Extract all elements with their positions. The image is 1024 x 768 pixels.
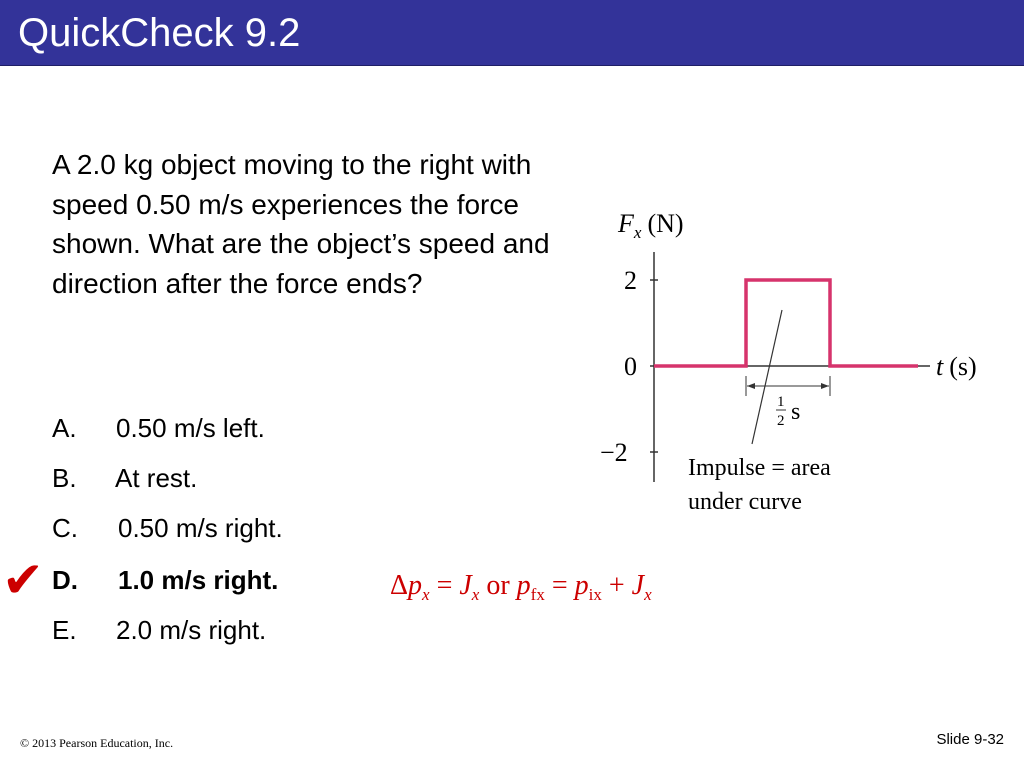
- answer-letter: D.: [52, 565, 78, 595]
- answer-text: 0.50 m/s left.: [116, 413, 265, 443]
- width-numerator: 1: [777, 394, 785, 410]
- x-axis-label: t (s): [936, 352, 977, 381]
- answer-text: At rest.: [115, 463, 198, 493]
- answer-text: 2.0 m/s right.: [116, 615, 267, 645]
- answer-text: 1.0 m/s right.: [118, 565, 279, 595]
- tick-label-2: 2: [624, 266, 637, 295]
- tick-label-0: 0: [624, 352, 637, 381]
- answer-text: 0.50 m/s right.: [118, 513, 283, 543]
- answer-letter: C.: [52, 513, 78, 543]
- copyright-text: © 2013 Pearson Education, Inc.: [20, 736, 174, 750]
- tick-label-neg2: −2: [600, 438, 628, 467]
- title-bar: [0, 0, 1024, 66]
- slide-title: QuickCheck 9.2: [18, 11, 301, 55]
- impulse-formula: $\Delta p_x = J_x$ or $p_{fx} = p_{ix} + J_x$: [390, 570, 652, 604]
- width-denominator: 2: [777, 413, 785, 429]
- question-text: A 2.0 kg object moving to the right with speed 0.50 m/s experiences the force shown. What are the object’s speed and direction after the force ends?: [52, 149, 550, 299]
- force-pulse: [654, 280, 918, 366]
- checkmark-icon: ✔: [2, 551, 44, 609]
- dimension-arrow-left: [747, 383, 755, 389]
- answer-letter: B.: [52, 463, 77, 493]
- slide-number: Slide 9-32: [936, 731, 1004, 748]
- answer-letter: A.: [52, 413, 77, 443]
- annotation-line-2: under curve: [688, 489, 802, 515]
- answer-letter: E.: [52, 615, 77, 645]
- width-unit: s: [791, 399, 801, 425]
- annotation-line-1: Impulse = area: [688, 455, 831, 481]
- y-axis-label: $F_x$ (N): [618, 209, 684, 242]
- dimension-arrow-right: [821, 383, 829, 389]
- force-time-graph: [590, 200, 1000, 520]
